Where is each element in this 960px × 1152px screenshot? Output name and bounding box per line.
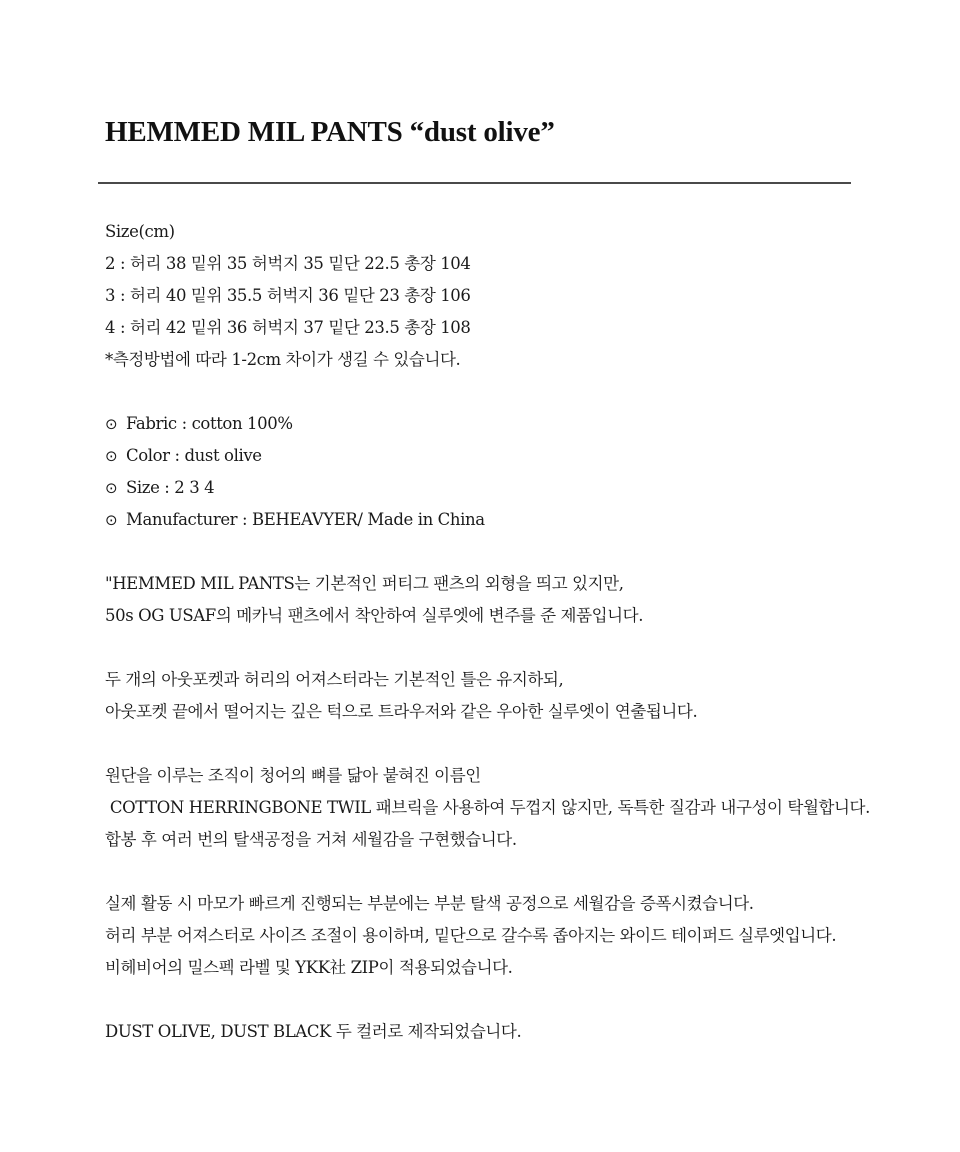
description-paragraph-1	[105, 568, 643, 632]
spec-item-manufacturer	[105, 504, 485, 536]
circle-dot-icon: ⊙	[105, 415, 118, 433]
spec-item-size	[105, 472, 485, 504]
paragraph-line: 50s OG USAF의 메카닉 팬츠에서 착안하여 실루엣에 변주를 준 제품입니다.	[105, 606, 644, 625]
description-paragraph-4	[105, 888, 836, 984]
size-row-2: 2 : 허리 38 밑위 35 허벅지 35 밑단 22.5 총장 104	[105, 254, 471, 273]
spec-text: Color : dust olive	[126, 446, 262, 465]
paragraph-line: DUST OLIVE, DUST BLACK 두 컬러로 제작되었습니다.	[105, 1022, 522, 1041]
size-row-4: 4 : 허리 42 밑위 36 허벅지 37 밑단 23.5 총장 108	[105, 318, 471, 337]
paragraph-line: 허리 부분 어져스터로 사이즈 조절이 용이하며, 밑단으로 갈수록 좁아지는 와이드 테이퍼드 실루엣입니다.	[105, 926, 837, 945]
paragraph-line: 아웃포켓 끝에서 떨어지는 깊은 턱으로 트라우저와 같은 우아한 실루엣이 연출됩니다.	[105, 702, 698, 721]
description-paragraph-2	[105, 664, 697, 728]
size-row-3: 3 : 허리 40 밑위 35.5 허벅지 36 밑단 23 총장 106	[105, 286, 471, 305]
title-divider	[98, 182, 851, 184]
spec-text: Manufacturer : BEHEAVYER/ Made in China	[126, 510, 485, 529]
paragraph-line: COTTON HERRINGBONE TWIL 패브릭을 사용하여 두껍지 않지만, 독특한 질감과 내구성이 탁월합니다.	[105, 798, 870, 817]
spec-text: Size : 2 3 4	[126, 478, 215, 497]
circle-dot-icon: ⊙	[105, 447, 118, 465]
size-section	[105, 216, 471, 376]
spec-text: Fabric : cotton 100%	[126, 414, 293, 433]
product-title: HEMMED MIL PANTS “dust olive”	[105, 116, 555, 148]
description-paragraph-3	[105, 760, 870, 856]
description-paragraph-5	[105, 1016, 521, 1048]
spec-list	[105, 408, 485, 536]
circle-dot-icon: ⊙	[105, 479, 118, 497]
paragraph-line: 원단을 이루는 조직이 청어의 뼈를 닮아 붙혀진 이름인	[105, 766, 481, 785]
paragraph-line: 두 개의 아웃포켓과 허리의 어져스터라는 기본적인 틀은 유지하되,	[105, 670, 564, 689]
size-heading: Size(cm)	[105, 222, 175, 241]
spec-item-color	[105, 440, 485, 472]
spec-item-fabric	[105, 408, 485, 440]
circle-dot-icon: ⊙	[105, 511, 118, 529]
paragraph-line: 실제 활동 시 마모가 빠르게 진행되는 부분에는 부분 탈색 공정으로 세월감을 증폭시켰습니다.	[105, 894, 754, 913]
size-note: *측정방법에 따라 1-2cm 차이가 생길 수 있습니다.	[105, 350, 461, 369]
paragraph-line: 비헤비어의 밀스펙 라벨 및 YKK社 ZIP이 적용되었습니다.	[105, 958, 513, 977]
paragraph-line: 합봉 후 여러 번의 탈색공정을 거쳐 세월감을 구현했습니다.	[105, 830, 517, 849]
paragraph-line: "HEMMED MIL PANTS는 기본적인 퍼티그 팬츠의 외형을 띄고 있지만,	[105, 574, 624, 593]
